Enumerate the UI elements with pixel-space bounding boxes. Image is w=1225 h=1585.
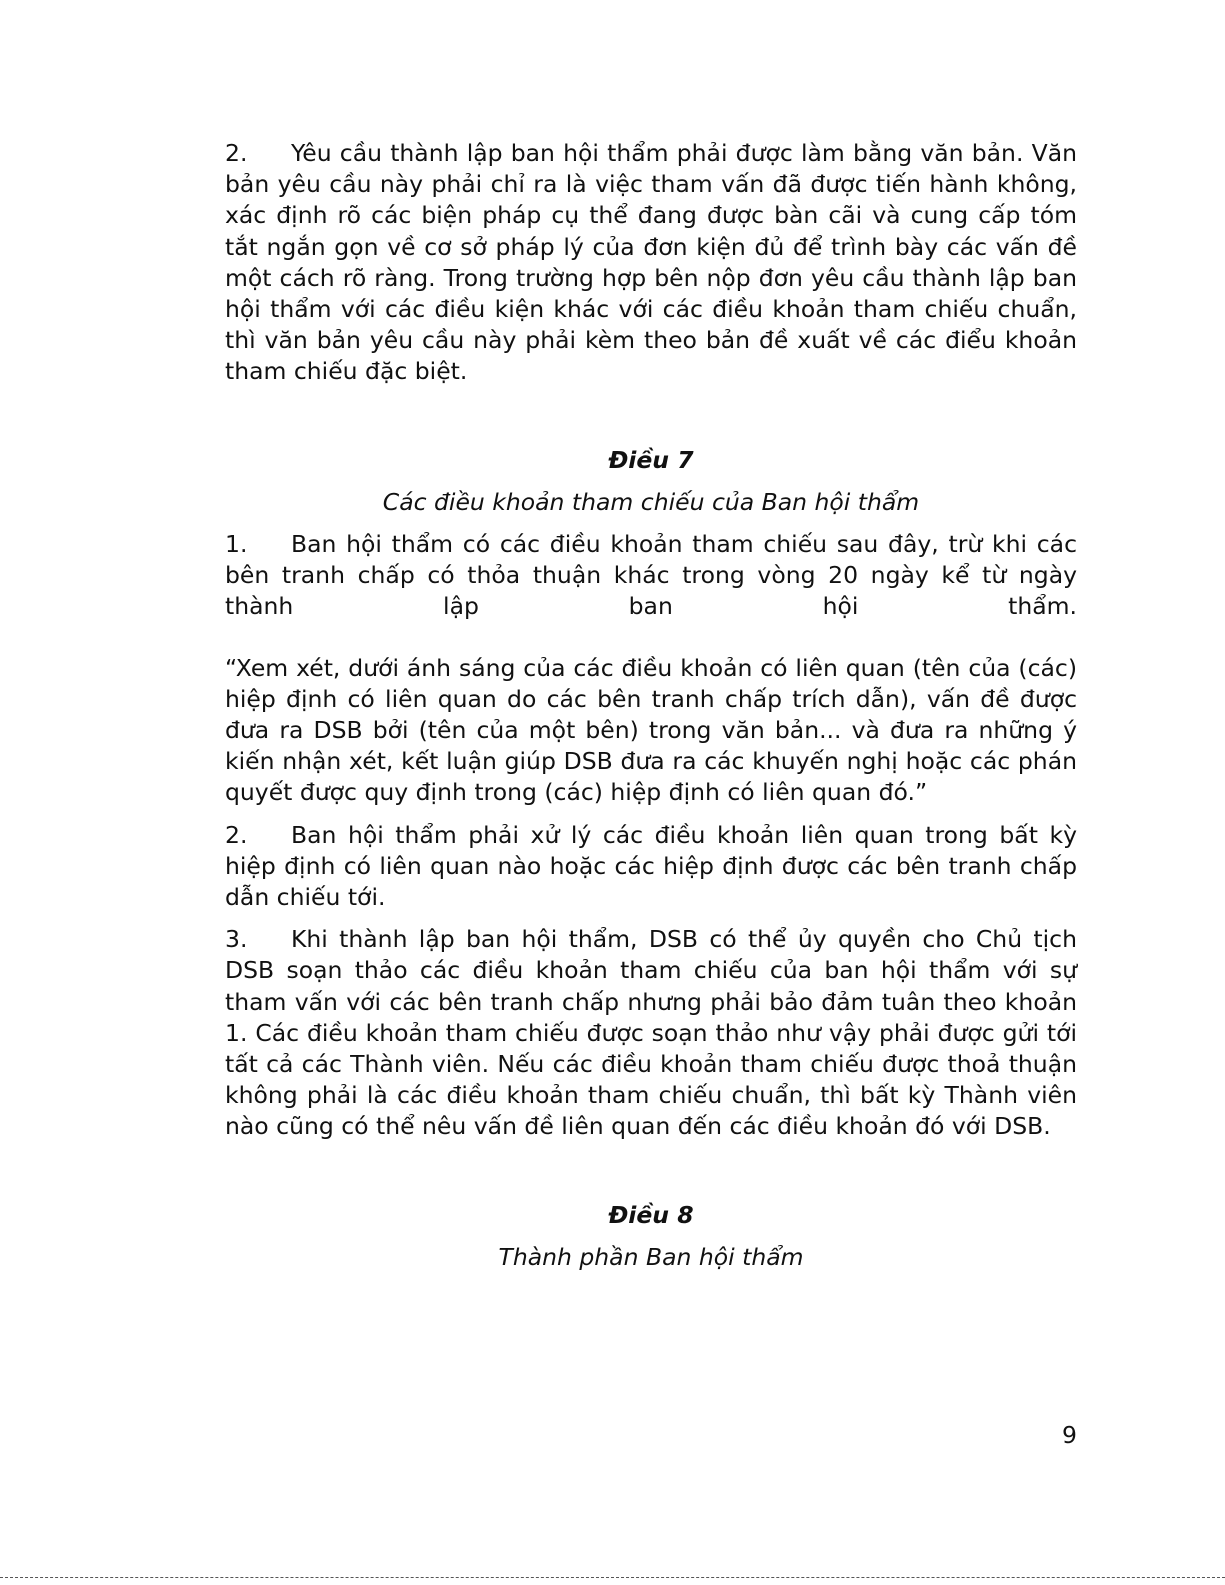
article-7-subtitle: Các điều khoản tham chiếu của Ban hội thẩm bbox=[382, 487, 920, 516]
article-8-subtitle: Thành phần Ban hội thẩm bbox=[498, 1242, 804, 1271]
article-7-quote: “Xem xét, dưới ánh sáng của các điều khoản có liên quan (tên của (các) hiệp định có liên quan do các bên tranh chấp trích dẫn), vấn đề được đưa ra DSB bởi (tên của một bên) trong văn bản... và đưa ra những ý kiến nhận xét, kết luận giúp DSB đưa ra các khuyến nghị hoặc các phán quyết được quy định trong (các) hiệp định có liên quan đó.” bbox=[225, 653, 1077, 807]
article-7-paragraph-3 bbox=[225, 924, 1077, 1142]
page-number: 9 bbox=[1062, 1421, 1077, 1449]
paragraph-text: Yêu cầu thành lập ban hội thẩm phải được làm bằng văn bản. Văn bản yêu cầu này phải chỉ ra là việc tham vấn đã được tiến hành không, xác định rõ các biện pháp cụ thể đang được bàn cãi và cung cấp tóm tắt ngắn gọn về cơ sở pháp lý của đơn kiện đủ để trình bày các vấn đề một cách rõ ràng. Trong trường hợp bên nộp đơn yêu cầu thành lập ban hội thẩm với các điều kiện khác với các điều khoản tham chiếu chuẩn, thì văn bản yêu cầu này phải kèm theo bản đề xuất về các điểu khoản tham chiếu đặc biệt. bbox=[225, 139, 1077, 386]
paragraph-text: Ban hội thẩm phải xử lý các điều khoản liên quan trong bất kỳ hiệp định có liên quan nào hoặc các hiệp định được các bên tranh chấp dẫn chiếu tới. bbox=[225, 820, 1077, 912]
article-8-title: Điều 8 bbox=[608, 1200, 694, 1229]
article-6-paragraph-2 bbox=[225, 138, 1077, 388]
article-7-paragraph-2 bbox=[225, 820, 1077, 914]
paragraph-number: 3. bbox=[225, 925, 248, 954]
paragraph-text: Khi thành lập ban hội thẩm, DSB có thể ủy quyền cho Chủ tịch DSB soạn thảo các điều khoản tham chiếu của ban hội thẩm với sự tham vấn với các bên tranh chấp nhưng phải bảo đảm tuân theo khoản 1. Các điều khoản tham chiếu được soạn thảo như vậy phải được gửi tới tất cả các Thành viên. Nếu các điều khoản tham chiếu được thoả thuận không phải là các điều khoản tham chiếu chuẩn, thì bất kỳ Thành viên nào cũng có thể nêu vấn đề liên quan đến các điều khoản đó với DSB. bbox=[225, 925, 1077, 1141]
paragraph-number: 1. bbox=[225, 530, 248, 559]
article-7-title: Điều 7 bbox=[608, 445, 694, 474]
paragraph-number: 2. bbox=[225, 139, 248, 167]
paragraph-number: 2. bbox=[225, 820, 248, 849]
article-7-paragraph-1 bbox=[225, 529, 1077, 623]
paragraph-text: Ban hội thẩm có các điều khoản tham chiếu sau đây, trừ khi các bên tranh chấp có thỏa thuận khác trong vòng 20 ngày kể từ ngày thành lập ban hội thẩm. bbox=[225, 530, 1077, 621]
bottom-divider bbox=[0, 1577, 1225, 1581]
document-page bbox=[225, 138, 1077, 1273]
